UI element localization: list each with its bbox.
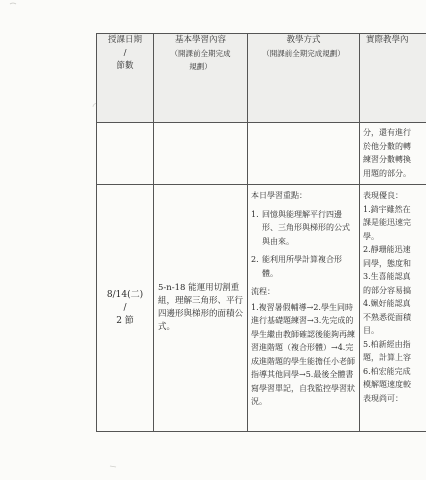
scan-mark: [10, 3, 16, 4]
learning-content: 5-n-18 能運用切割重組，理解三角形、平行四邊形與梯形的面積公式。: [158, 283, 244, 332]
prev-method-cell: [248, 123, 360, 185]
process-text: 1.複習暑假輔導→2.學生同時進行基礎題練習→3.先完成的學生繼由教師確認後能夠再練習進階題（複合形體）→4.完成進階題的學生能擔任小老師指導其他同學→5.最後全體書寫學習單記，自我監控學習狀況。: [251, 302, 355, 406]
prev-actual-cell: 分，還有進行 於他分數的轉 練習分數轉換 用題的部分。: [360, 123, 426, 185]
header-actual: 實際教學內: [360, 34, 426, 123]
scan-mark: [110, 466, 116, 467]
method-point: 1. 回憶與能理解平行四邊形、三角形與梯形的公式與由來。: [251, 209, 350, 246]
prev-date-cell: [97, 123, 154, 185]
method-title: 本日學習重點：: [251, 191, 307, 200]
lesson-actual-cell: 表現優良： 1.錡宇雖然在 課是能迅速完 學。 2.靜珊能迅速 同學，態度和 3.生喜能認真 的部分容易搞 4.姵好能認真 不熟悉從面積 目。 5.柏新經由指 題，計算上容 6.柏宏能完成 模解題速度較 表現尚可：: [360, 185, 426, 432]
lesson-row: [97, 185, 426, 432]
previous-row: [97, 123, 426, 185]
lesson-method-cell: [248, 185, 360, 432]
header-date: 授課日期 / 節數: [97, 34, 154, 123]
actual-title: 表現優良：: [363, 191, 403, 200]
header-row: [97, 34, 426, 123]
lesson-date-cell: 8/14(二) / 2 節: [97, 185, 154, 432]
prev-content-cell: [154, 123, 248, 185]
header-method: 教學方式 （開課前全期完成規劃）: [248, 34, 360, 123]
lesson-content-cell: [154, 185, 248, 432]
process-title: 流程：: [251, 287, 275, 296]
method-point: 2. 能利用所學計算複合形體。: [251, 255, 342, 278]
lesson-plan-table: [96, 33, 426, 432]
header-content: 基本學習內容 （開課前全期完成 規劃）: [154, 34, 248, 123]
